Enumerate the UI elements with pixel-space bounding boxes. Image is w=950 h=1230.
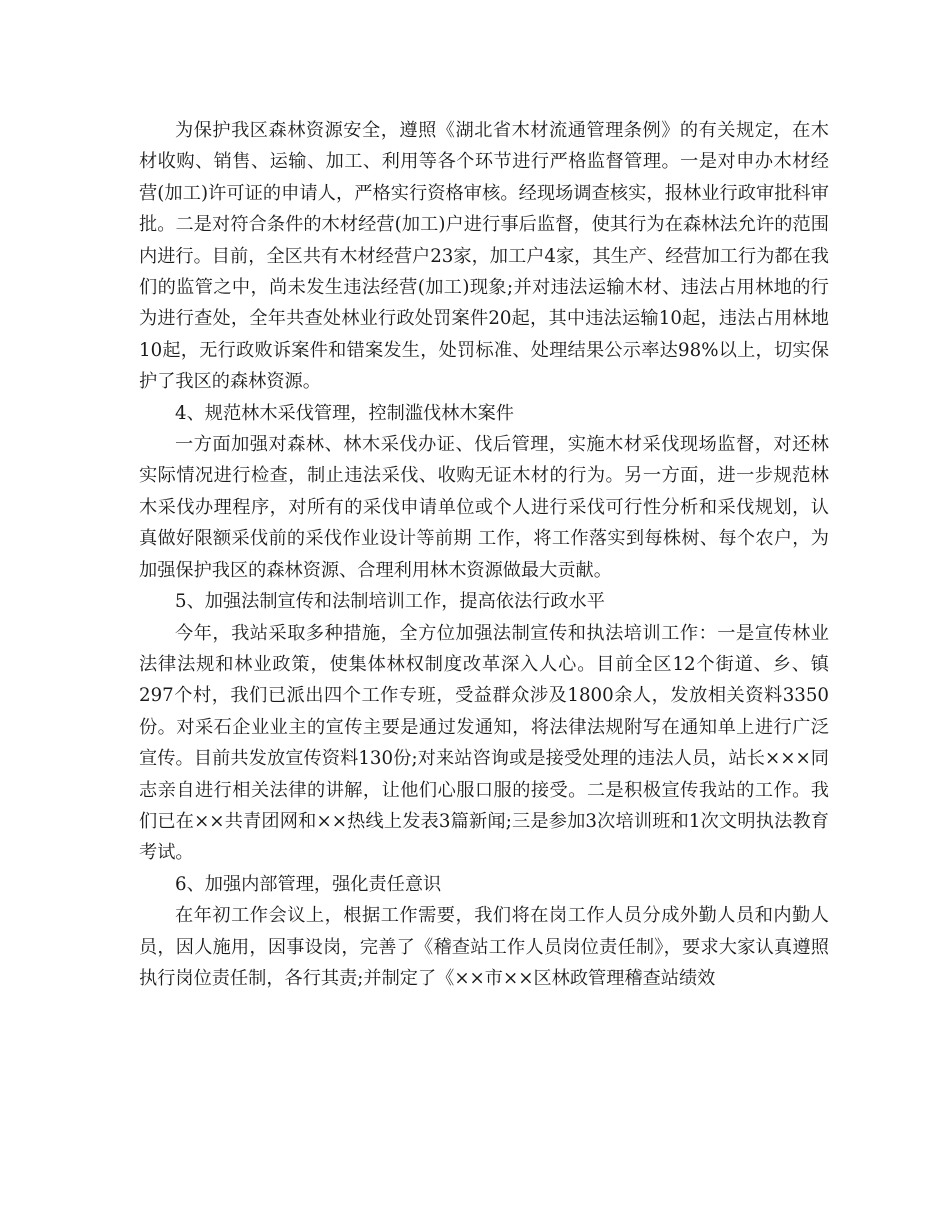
paragraph-timber-circulation: 为保护我区森林资源安全，遵照《湖北省木材流通管理条例》的有关规定，在木材收购、销售、运输、加工、利用等各个环节进行严格监督管理。一是对申办木材经营(加工)许可证的申请人，严格实行资格审核。经现场调查核实，报林业行政审批科审批。二是对符合条件的木材经营(加工)户进行事后监督，使其行为在森林法允许的范围内进行。目前，全区共有木材经营户23家，加工户4家，其生产、经营加工行为都在我们的监管之中，尚未发生违法经营(加工)现象;并对违法运输木材、违法占用林地的行为进行查处，全年共查处林业行政处罚案件20起，其中违法运输10起，违法占用林地10起，无行政败诉案件和错案发生，处罚标准、处理结果公示率达98%以上，切实保护了我区的森林资源。 (139, 120, 829, 393)
section-heading-4: 4、规范林木采伐管理，控制滥伐林木案件 (175, 402, 514, 424)
document-body (139, 115, 829, 994)
paragraph-logging-management: 一方面加强对森林、林木采伐办证、伐后管理，实施木材采伐现场监督，对还林实际情况进行检查，制止违法采伐、收购无证木材的行为。另一方面，进一步规范林木采伐办理程序，对所有的采伐申请单位或个人进行采伐可行性分析和采伐规划，认真做好限额采伐前的采伐作业设计等前期 工作，将工作落实到每株树、每个农户，为加强保护我区的森林资源、合理利用林木资源做最大贡献。 (139, 434, 829, 581)
paragraph-internal-management: 在年初工作会议上，根据工作需要，我们将在岗工作人员分成外勤人员和内勤人员，因人施用，因事设岗，完善了《稽查站工作人员岗位责任制》，要求大家认真遵照执行岗位责任制，各行其责;并制定了《××市××区林政管理稽查站绩效 (139, 905, 829, 989)
paragraph-legal-publicity: 今年，我站采取多种措施，全方位加强法制宣传和执法培训工作：一是宣传林业法律法规和林业政策，使集体林权制度改革深入人心。目前全区12个街道、乡、镇297个村，我们已派出四个工作专班，受益群众涉及1800余人，发放相关资料3350份。对采石企业业主的宣传主要是通过发通知，将法律法规附写在通知单上进行广泛宣传。目前共发放宣传资料130份;对来站咨询或是接受处理的违法人员，站长×××同志亲自进行相关法律的讲解，让他们心服口服的接受。二是积极宣传我站的工作。我们已在××共青团网和××热线上发表3篇新闻;三是参加3次培训班和1次文明执法教育考试。 (139, 622, 829, 864)
section-heading-6: 6、加强内部管理，强化责任意识 (175, 873, 442, 895)
section-heading-5: 5、加强法制宣传和法制培训工作，提高依法行政水平 (175, 591, 605, 613)
